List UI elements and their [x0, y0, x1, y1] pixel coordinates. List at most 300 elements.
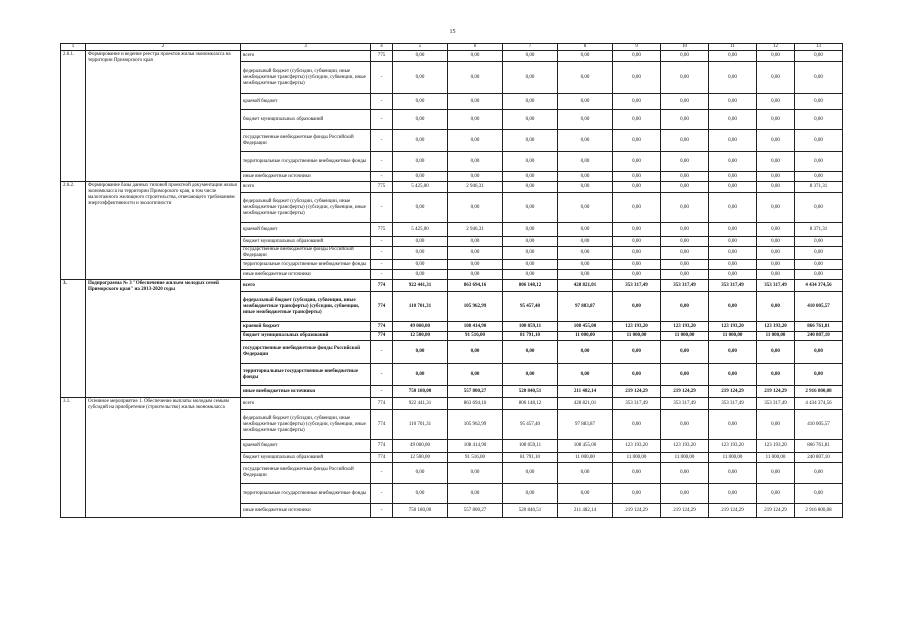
amount-cell: 0,00: [448, 110, 503, 130]
header-cell: 11: [709, 44, 757, 51]
amount-cell: 922 441,31: [393, 398, 448, 410]
amount-cell: 123 193,20: [613, 440, 661, 453]
amount-cell: 0,00: [393, 341, 448, 364]
amount-cell: 0,00: [709, 341, 757, 364]
amount-cell: 0,00: [661, 130, 709, 152]
amount-cell: 0,00: [661, 247, 709, 260]
amount-cell: 0,00: [503, 152, 558, 172]
amount-cell: 0,00: [503, 463, 558, 484]
amount-cell: 219 124,29: [661, 386, 709, 398]
amount-cell: 0,00: [709, 130, 757, 152]
amount-cell: 0,00: [613, 182, 661, 193]
amount-cell: 219 124,29: [613, 386, 661, 398]
funding-source: федеральный бюджет (субсидии, субвенции, иные межбюджетные трансферты) (субсидии, субвенции, иные межбюджетные трансферты): [241, 193, 371, 223]
budget-code: -: [371, 260, 393, 270]
amount-cell: 750 180,00: [393, 386, 448, 398]
amount-cell: 0,00: [661, 237, 709, 247]
amount-cell: 0,00: [393, 484, 448, 504]
amount-cell: 0,00: [757, 51, 795, 62]
amount-cell: 211 482,14: [558, 386, 613, 398]
amount-cell: 0,00: [757, 193, 795, 223]
item-index: 3.1.: [61, 398, 86, 518]
amount-cell: 0,00: [613, 152, 661, 172]
funding-source: федеральный бюджет (субсидии, субвенции, иные межбюджетные трансферты) (субсидии, субвенции, иные межбюджетные трансферты): [241, 62, 371, 94]
amount-cell: 0,00: [448, 247, 503, 260]
header-cell: 10: [661, 44, 709, 51]
amount-cell: 0,00: [613, 223, 661, 237]
amount-cell: 11 000,00: [613, 332, 661, 341]
amount-cell: 0,00: [503, 364, 558, 386]
amount-cell: 0,00: [448, 463, 503, 484]
amount-cell: 0,00: [503, 260, 558, 270]
amount-cell: 12 500,00: [393, 332, 448, 341]
funding-source: бюджет муниципальных образований: [241, 453, 371, 463]
budget-code: 774: [371, 332, 393, 341]
funding-source: иные внебюджетные источники: [241, 386, 371, 398]
amount-cell: 0,00: [613, 410, 661, 440]
amount-cell: 0,00: [613, 463, 661, 484]
amount-cell: 0,00: [795, 237, 843, 247]
amount-cell: 0,00: [503, 130, 558, 152]
amount-cell: 557 800,27: [448, 386, 503, 398]
amount-cell: 0,00: [613, 341, 661, 364]
amount-cell: 750 180,00: [393, 504, 448, 518]
funding-source: территориальные государственные внебюджетные фонды: [241, 484, 371, 504]
amount-cell: 0,00: [393, 94, 448, 110]
amount-cell: 0,00: [503, 484, 558, 504]
amount-cell: 0,00: [709, 292, 757, 322]
funding-source: федеральный бюджет (субсидии, субвенции, иные межбюджетные трансферты) (субсидии, субвенции, иные межбюджетные трансферты): [241, 410, 371, 440]
amount-cell: 0,00: [558, 182, 613, 193]
amount-cell: 0,00: [613, 110, 661, 130]
amount-cell: 0,00: [613, 94, 661, 110]
amount-cell: 0,00: [709, 247, 757, 260]
amount-cell: 0,00: [393, 110, 448, 130]
item-name: Формирование и ведение реестра проектов жилья экономкласса на территории Приморского края: [86, 51, 241, 182]
amount-cell: 49 060,00: [393, 440, 448, 453]
amount-cell: 0,00: [613, 237, 661, 247]
amount-cell: 0,00: [661, 223, 709, 237]
amount-cell: 5 425,00: [393, 223, 448, 237]
amount-cell: 0,00: [709, 193, 757, 223]
amount-cell: 2 946,31: [448, 182, 503, 193]
funding-source: всего: [241, 280, 371, 292]
amount-cell: 0,00: [393, 51, 448, 62]
budget-code: -: [371, 247, 393, 260]
amount-cell: 0,00: [558, 172, 613, 182]
amount-cell: 219 124,29: [709, 386, 757, 398]
amount-cell: 0,00: [613, 364, 661, 386]
amount-cell: 0,00: [757, 364, 795, 386]
funding-table: [60, 43, 843, 518]
funding-source: краевой бюджет: [241, 440, 371, 453]
amount-cell: 4 434 374,56: [795, 280, 843, 292]
amount-cell: 11 000,00: [558, 453, 613, 463]
amount-cell: 0,00: [448, 193, 503, 223]
amount-cell: 0,00: [795, 62, 843, 94]
amount-cell: 11 000,00: [661, 453, 709, 463]
amount-cell: 0,00: [558, 94, 613, 110]
amount-cell: 0,00: [795, 484, 843, 504]
amount-cell: 0,00: [661, 110, 709, 130]
header-cell: 3: [241, 44, 371, 51]
funding-source: краевой бюджет: [241, 322, 371, 332]
amount-cell: 0,00: [795, 130, 843, 152]
budget-code: -: [371, 237, 393, 247]
budget-code: -: [371, 341, 393, 364]
header-cell: 6: [448, 44, 503, 51]
amount-cell: 81 791,10: [503, 453, 558, 463]
amount-cell: 353 317,49: [709, 398, 757, 410]
amount-cell: 0,00: [757, 270, 795, 280]
amount-cell: 0,00: [795, 247, 843, 260]
amount-cell: 353 317,49: [613, 280, 661, 292]
amount-cell: 0,00: [448, 270, 503, 280]
amount-cell: 0,00: [393, 463, 448, 484]
amount-cell: 219 124,29: [757, 504, 795, 518]
amount-cell: 0,00: [795, 270, 843, 280]
amount-cell: 0,00: [393, 270, 448, 280]
amount-cell: 105 962,99: [448, 292, 503, 322]
budget-code: -: [371, 270, 393, 280]
amount-cell: 0,00: [393, 193, 448, 223]
budget-code: 774: [371, 453, 393, 463]
amount-cell: 0,00: [661, 364, 709, 386]
amount-cell: 0,00: [558, 237, 613, 247]
amount-cell: 0,00: [503, 341, 558, 364]
amount-cell: 0,00: [661, 484, 709, 504]
amount-cell: 0,00: [503, 110, 558, 130]
amount-cell: 0,00: [503, 237, 558, 247]
amount-cell: 806 148,12: [503, 280, 558, 292]
amount-cell: 0,00: [558, 260, 613, 270]
amount-cell: 81 791,10: [503, 332, 558, 341]
header-cell: 12: [757, 44, 795, 51]
header-cell: 5: [393, 44, 448, 51]
item-index: 3.: [61, 280, 86, 398]
amount-cell: 0,00: [613, 292, 661, 322]
header-cell: 9: [613, 44, 661, 51]
amount-cell: 0,00: [393, 62, 448, 94]
amount-cell: 0,00: [709, 51, 757, 62]
budget-code: -: [371, 130, 393, 152]
funding-source: краевой бюджет: [241, 94, 371, 110]
amount-cell: 0,00: [709, 110, 757, 130]
amount-cell: 0,00: [709, 62, 757, 94]
amount-cell: 0,00: [613, 484, 661, 504]
amount-cell: 0,00: [795, 463, 843, 484]
funding-source: бюджет муниципальных образований: [241, 110, 371, 130]
funding-source: государственные внебюджетные фонды Российской Федерации: [241, 130, 371, 152]
funding-source: территориальные государственные внебюджетные фонды: [241, 260, 371, 270]
budget-code: -: [371, 364, 393, 386]
amount-cell: 0,00: [795, 364, 843, 386]
amount-cell: 108 059,11: [503, 440, 558, 453]
funding-source: государственные внебюджетные фонды Российской Федерации: [241, 341, 371, 364]
amount-cell: 0,00: [558, 110, 613, 130]
amount-cell: 0,00: [448, 484, 503, 504]
amount-cell: 0,00: [613, 193, 661, 223]
amount-cell: 0,00: [393, 247, 448, 260]
amount-cell: 0,00: [661, 270, 709, 280]
amount-cell: 0,00: [503, 193, 558, 223]
amount-cell: 11 000,00: [709, 332, 757, 341]
amount-cell: 353 317,49: [661, 280, 709, 292]
amount-cell: 428 821,01: [558, 280, 613, 292]
amount-cell: 11 000,00: [661, 332, 709, 341]
amount-cell: 0,00: [795, 260, 843, 270]
amount-cell: 95 457,40: [503, 410, 558, 440]
amount-cell: 0,00: [613, 130, 661, 152]
amount-cell: 0,00: [503, 62, 558, 94]
amount-cell: 922 441,31: [393, 280, 448, 292]
amount-cell: 97 883,87: [558, 410, 613, 440]
amount-cell: 410 005,57: [795, 292, 843, 322]
amount-cell: 353 317,49: [757, 398, 795, 410]
amount-cell: 0,00: [757, 172, 795, 182]
amount-cell: 353 317,49: [709, 280, 757, 292]
amount-cell: 123 193,20: [709, 440, 757, 453]
amount-cell: 108 414,90: [448, 440, 503, 453]
funding-source: бюджет муниципальных образований: [241, 237, 371, 247]
amount-cell: 5 425,00: [393, 182, 448, 193]
amount-cell: 0,00: [661, 463, 709, 484]
amount-cell: 211 482,14: [558, 504, 613, 518]
amount-cell: 0,00: [757, 182, 795, 193]
amount-cell: 0,00: [448, 237, 503, 247]
amount-cell: 0,00: [613, 62, 661, 94]
amount-cell: 0,00: [795, 152, 843, 172]
amount-cell: 123 193,20: [757, 322, 795, 332]
amount-cell: 8 371,31: [795, 223, 843, 237]
funding-source: государственные внебюджетные фонды Российской Федерации: [241, 463, 371, 484]
amount-cell: 0,00: [757, 237, 795, 247]
table-row: [61, 398, 843, 410]
amount-cell: 0,00: [757, 484, 795, 504]
header-cell: 7: [503, 44, 558, 51]
amount-cell: 0,00: [448, 51, 503, 62]
amount-cell: 0,00: [757, 223, 795, 237]
budget-code: 774: [371, 280, 393, 292]
amount-cell: 0,00: [661, 172, 709, 182]
amount-cell: 240 807,10: [795, 453, 843, 463]
funding-source: всего: [241, 398, 371, 410]
funding-source: иные внебюджетные источники: [241, 270, 371, 280]
table-row: [61, 51, 843, 62]
amount-cell: 353 317,49: [757, 280, 795, 292]
amount-cell: 0,00: [661, 94, 709, 110]
amount-cell: 0,00: [709, 463, 757, 484]
item-index: 2.6.2.: [61, 182, 86, 280]
amount-cell: 0,00: [709, 364, 757, 386]
amount-cell: 806 148,12: [503, 398, 558, 410]
header-row: [61, 44, 843, 51]
amount-cell: 0,00: [448, 62, 503, 94]
amount-cell: 428 821,01: [558, 398, 613, 410]
amount-cell: 0,00: [661, 51, 709, 62]
amount-cell: 123 193,20: [757, 440, 795, 453]
budget-code: 774: [371, 410, 393, 440]
header-cell: 8: [558, 44, 613, 51]
amount-cell: 0,00: [503, 247, 558, 260]
budget-code: -: [371, 94, 393, 110]
budget-code: 775: [371, 51, 393, 62]
amount-cell: 0,00: [757, 94, 795, 110]
item-name: Формирование базы данных типовой проектной документации жилья экономкласса на территории Приморского края, в том числе малоэтажного жилищного строительства, отвечающего требованиям энергоэффективности и экологичности: [86, 182, 241, 280]
amount-cell: 0,00: [709, 237, 757, 247]
amount-cell: 0,00: [393, 260, 448, 270]
amount-cell: 0,00: [558, 247, 613, 260]
amount-cell: 108 455,00: [558, 440, 613, 453]
amount-cell: 2 916 800,08: [795, 504, 843, 518]
amount-cell: 0,00: [709, 270, 757, 280]
amount-cell: 123 193,20: [661, 440, 709, 453]
budget-code: -: [371, 110, 393, 130]
amount-cell: 0,00: [709, 223, 757, 237]
amount-cell: 0,00: [661, 292, 709, 322]
budget-code: -: [371, 193, 393, 223]
amount-cell: 0,00: [709, 182, 757, 193]
amount-cell: 0,00: [709, 152, 757, 172]
budget-code: -: [371, 463, 393, 484]
funding-source: территориальные государственные внебюджетные фонды: [241, 364, 371, 386]
amount-cell: 0,00: [757, 410, 795, 440]
amount-cell: 0,00: [448, 94, 503, 110]
amount-cell: 0,00: [503, 94, 558, 110]
amount-cell: 0,00: [393, 152, 448, 172]
amount-cell: 0,00: [613, 51, 661, 62]
funding-source: территориальные государственные внебюджетные фонды: [241, 152, 371, 172]
funding-source: краевой бюджет: [241, 223, 371, 237]
amount-cell: 0,00: [558, 152, 613, 172]
amount-cell: 0,00: [757, 292, 795, 322]
amount-cell: 0,00: [757, 260, 795, 270]
amount-cell: 0,00: [709, 260, 757, 270]
amount-cell: 123 193,20: [613, 322, 661, 332]
budget-code: 775: [371, 182, 393, 193]
amount-cell: 0,00: [613, 247, 661, 260]
amount-cell: 520 840,51: [503, 386, 558, 398]
page-number: 15: [449, 29, 456, 35]
amount-cell: 0,00: [709, 172, 757, 182]
amount-cell: 219 124,29: [661, 504, 709, 518]
amount-cell: 863 694,16: [448, 280, 503, 292]
amount-cell: 0,00: [448, 260, 503, 270]
amount-cell: 0,00: [393, 237, 448, 247]
amount-cell: 240 807,10: [795, 332, 843, 341]
amount-cell: 353 317,49: [613, 398, 661, 410]
amount-cell: 0,00: [393, 172, 448, 182]
amount-cell: 0,00: [795, 341, 843, 364]
amount-cell: 0,00: [558, 341, 613, 364]
amount-cell: 11 000,00: [757, 332, 795, 341]
amount-cell: 0,00: [503, 270, 558, 280]
table-row: [61, 182, 843, 193]
amount-cell: 11 000,00: [709, 453, 757, 463]
header-cell: 1: [61, 44, 86, 51]
amount-cell: 0,00: [661, 182, 709, 193]
amount-cell: 520 840,51: [503, 504, 558, 518]
funding-source: бюджет муниципальных образований: [241, 332, 371, 341]
amount-cell: 110 701,31: [393, 292, 448, 322]
amount-cell: 353 317,49: [661, 398, 709, 410]
amount-cell: 0,00: [757, 110, 795, 130]
amount-cell: 0,00: [558, 223, 613, 237]
amount-cell: 0,00: [558, 130, 613, 152]
amount-cell: 219 124,29: [757, 386, 795, 398]
item-index: 2.6.1.: [61, 51, 86, 182]
amount-cell: 0,00: [558, 364, 613, 386]
amount-cell: 0,00: [558, 463, 613, 484]
amount-cell: 0,00: [795, 193, 843, 223]
amount-cell: 11 000,00: [757, 453, 795, 463]
amount-cell: 105 962,99: [448, 410, 503, 440]
amount-cell: 0,00: [757, 62, 795, 94]
item-name: Подпрограмма № 3 "Обеспечение жильем молодых семей Приморского края" на 2013-2020 годы: [86, 280, 241, 398]
amount-cell: 11 000,00: [613, 453, 661, 463]
budget-code: -: [371, 62, 393, 94]
amount-cell: 0,00: [503, 51, 558, 62]
budget-code: -: [371, 386, 393, 398]
amount-cell: 2 946,31: [448, 223, 503, 237]
amount-cell: 0,00: [448, 130, 503, 152]
amount-cell: 108 455,00: [558, 322, 613, 332]
amount-cell: 0,00: [448, 172, 503, 182]
amount-cell: 0,00: [661, 260, 709, 270]
amount-cell: 0,00: [795, 94, 843, 110]
amount-cell: 0,00: [503, 182, 558, 193]
amount-cell: 0,00: [503, 223, 558, 237]
amount-cell: 8 371,31: [795, 182, 843, 193]
amount-cell: 49 060,00: [393, 322, 448, 332]
amount-cell: 0,00: [558, 62, 613, 94]
amount-cell: 0,00: [661, 152, 709, 172]
amount-cell: 0,00: [558, 484, 613, 504]
budget-code: 774: [371, 398, 393, 410]
funding-source: иные внебюджетные источники: [241, 172, 371, 182]
amount-cell: 0,00: [558, 193, 613, 223]
amount-cell: 110 701,31: [393, 410, 448, 440]
budget-code: 774: [371, 292, 393, 322]
funding-source: всего: [241, 182, 371, 193]
amount-cell: 0,00: [709, 94, 757, 110]
funding-source: федеральный бюджет (субсидии, субвенции, иные межбюджетные трансферты) (субсидии, субвенции, иные межбюджетные трансферты): [241, 292, 371, 322]
amount-cell: 0,00: [448, 364, 503, 386]
budget-code: -: [371, 484, 393, 504]
amount-cell: 123 193,20: [709, 322, 757, 332]
funding-source: государственные внебюджетные фонды Российской Федерации: [241, 247, 371, 260]
amount-cell: 97 883,87: [558, 292, 613, 322]
amount-cell: 866 761,81: [795, 440, 843, 453]
header-cell: 4: [371, 44, 393, 51]
budget-code: -: [371, 504, 393, 518]
budget-code: 774: [371, 440, 393, 453]
amount-cell: 0,00: [448, 152, 503, 172]
amount-cell: 0,00: [795, 110, 843, 130]
amount-cell: 0,00: [558, 51, 613, 62]
amount-cell: 108 059,11: [503, 322, 558, 332]
amount-cell: 410 005,57: [795, 410, 843, 440]
amount-cell: 863 694,16: [448, 398, 503, 410]
amount-cell: 0,00: [757, 247, 795, 260]
amount-cell: 0,00: [448, 341, 503, 364]
amount-cell: 866 761,81: [795, 322, 843, 332]
amount-cell: 108 414,90: [448, 322, 503, 332]
amount-cell: 0,00: [613, 172, 661, 182]
amount-cell: 557 800,27: [448, 504, 503, 518]
amount-cell: 219 124,29: [613, 504, 661, 518]
table-body: [61, 51, 843, 518]
